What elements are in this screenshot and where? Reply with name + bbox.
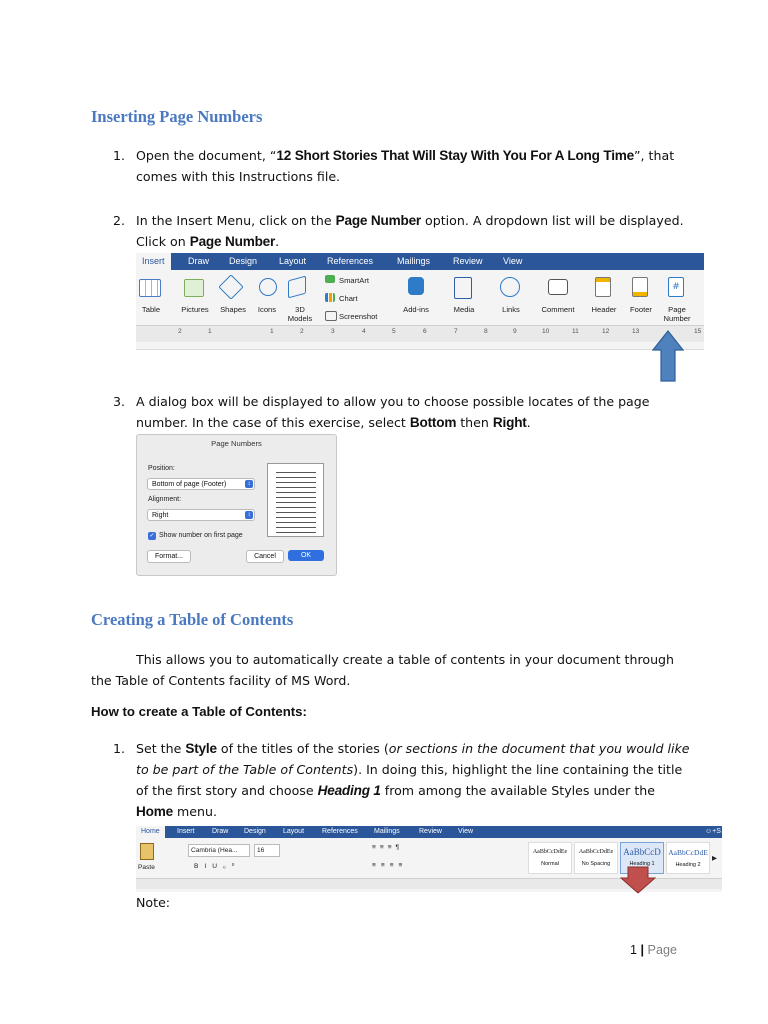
list-number: 1. [113,148,126,163]
tab-view[interactable]: View [503,256,523,266]
format-button[interactable]: Format... [147,550,191,563]
tab-insert[interactable]: Insert [136,253,171,270]
list-number: 1. [113,741,126,756]
tab-references[interactable]: References [322,828,358,835]
tab-references[interactable]: References [327,256,374,266]
chart-button[interactable]: Chart [339,294,358,303]
text: . [526,415,531,430]
style-heading-2[interactable] [666,842,710,874]
toc-subheading: How to create a Table of Contents: [91,704,307,719]
links-button[interactable]: Links [502,305,520,314]
ruler-tick: 6 [423,328,427,335]
alignment-select[interactable] [147,509,255,521]
text: comes with this Instructions file. [136,169,341,184]
table-button[interactable]: Table [141,305,161,314]
ruler-tick: 8 [484,328,488,335]
paragraph-buttons[interactable]: ≡≡≡¶ [372,844,404,851]
links-icon[interactable] [500,277,520,297]
style-no-spacing[interactable] [574,842,618,874]
style-name: No Spacing [581,861,611,867]
page-number: 1 [630,943,638,957]
shapes-icon[interactable] [218,274,243,299]
style-preview: AaBbCcDdEe [578,849,614,855]
text: option. A dropdown list will be displayed. [421,213,684,228]
text: of the titles of the stories ( [216,741,389,756]
screenshot-icon[interactable] [325,311,337,321]
bold-text: Page Number [189,234,276,249]
ruler-tick: 5 [392,328,396,335]
3d-models-button[interactable]: 3D Models [287,305,313,323]
media-icon[interactable] [454,277,472,299]
tab-review[interactable]: Review [419,828,442,835]
header-button[interactable]: Header [591,305,617,314]
screenshot-button[interactable]: Screenshot [339,312,378,321]
table-icon[interactable] [139,279,161,297]
text: from among the available Styles under the [380,783,656,798]
text: ”, that [634,148,675,163]
chevron-right-icon[interactable]: ▶ [712,855,718,862]
tab-draw[interactable]: Draw [188,256,210,266]
ribbon-tab-bar [136,826,722,838]
media-button[interactable]: Media [453,305,475,314]
document-title: 12 Short Stories That Will Stay With You For A Long Time [276,148,635,163]
toc-list-item-1 [136,738,726,822]
text: then [456,415,493,430]
add-ins-icon[interactable] [408,277,424,295]
ruler-tick: 1 [270,328,274,335]
ruler-tick: 10 [542,328,550,335]
list-number: 2. [113,213,126,228]
clipboard-icon[interactable] [140,843,154,860]
bold-text: Home [136,804,173,819]
text: the Table of Contents facility of MS Word. [91,673,351,688]
bold-italic-text: Heading 1 [317,783,381,798]
tab-design[interactable]: Design [229,256,258,266]
italic-text: to be part of the Table of Contents [136,762,354,777]
style-preview: AaBbCcDdE [668,848,708,857]
share-button[interactable]: ☺+S [705,828,721,835]
font-size-select[interactable]: 16 [254,844,280,857]
toc-intro [91,649,711,691]
add-ins-button[interactable]: Add-ins [403,305,429,314]
font-name-select[interactable]: Cambria (Hea... [188,844,250,857]
section-heading-page-numbers: Inserting Page Numbers [91,107,263,126]
ruler-tick: 12 [602,328,610,335]
pictures-icon[interactable] [184,279,204,297]
icons-button[interactable]: Icons [257,305,277,314]
page-preview [267,463,324,537]
text: Open the document, “ [136,148,277,163]
comment-icon[interactable] [548,279,568,295]
ruler [136,325,704,342]
ruler-tick: 13 [632,328,640,335]
tab-home[interactable]: Home [136,826,165,838]
position-label: Position: [148,465,175,472]
text: This allows you to automatically create a table of contents in your document through [136,652,675,667]
dialog-title: Page Numbers [211,439,262,448]
text: Set the [136,741,186,756]
tab-design[interactable]: Design [244,828,266,835]
chevron-updown-icon: ↕ [245,480,253,488]
tab-mailings[interactable]: Mailings [397,256,431,266]
alignment-label: Alignment: [148,496,182,503]
chart-icon[interactable] [325,293,335,302]
position-select[interactable] [147,478,255,490]
italic-text: or sections in the document that you would like [388,741,690,756]
text: menu. [172,804,217,819]
separator: | [640,943,645,957]
text: A dialog box will be displayed to allow you to choose possible locates of the page [136,394,650,409]
note-label: Note: [136,895,171,910]
ruler-tick: 4 [362,328,366,335]
share-label: S [716,828,721,835]
footer-icon[interactable] [632,277,648,297]
tab-mailings[interactable]: Mailings [374,828,400,835]
position-value: Bottom of page (Footer) [152,481,227,488]
alignment-buttons[interactable]: ≡≡≡≡ [372,862,408,869]
shapes-button[interactable]: Shapes [220,305,246,314]
ruler-tick: 2 [178,328,182,335]
style-normal[interactable] [528,842,572,874]
page-footer [630,943,677,957]
red-arrow-icon [620,866,656,894]
pictures-button[interactable]: Pictures [181,305,209,314]
style-name: Heading 2 [675,862,701,868]
style-preview: AaBbCcD [623,847,661,857]
style-name: Normal [541,861,559,867]
ribbon-tab-bar [136,253,704,270]
ruler-tick: 11 [572,328,579,335]
ruler-tick: 1 [208,328,212,335]
3d-models-icon[interactable] [288,276,306,299]
paste-button[interactable]: Paste [138,864,155,871]
smartart-button[interactable]: SmartArt [339,276,369,285]
footer-button[interactable]: Footer [630,305,652,314]
ok-button[interactable]: OK [288,550,324,561]
style-preview: AaBbCcDdEe [532,849,568,855]
text: In the Insert Menu, click on the [136,213,336,228]
text: . [275,234,280,249]
page-number-button[interactable]: Page Number [663,305,691,323]
show-number-label: Show number on first page [159,532,243,539]
smartart-icon[interactable] [325,275,335,283]
font-format-buttons[interactable]: BIU₀⁰ [194,863,241,870]
bold-text: Page Number [335,213,422,228]
chevron-updown-icon: ↕ [245,511,253,519]
text: number. In the case of this exercise, select [136,415,410,430]
tab-draw[interactable]: Draw [212,828,229,835]
list-number: 3. [113,394,126,409]
ruler-tick: 9 [513,328,517,335]
text: of the first story and choose [136,783,318,798]
page-number-icon[interactable]: # [668,277,684,297]
page-word: Page [647,943,677,957]
tab-review[interactable]: Review [453,256,483,266]
list-item-1 [136,145,696,187]
bold-text: Style [185,741,217,756]
bold-text: Bottom [409,415,457,430]
text: Click on [136,234,190,249]
tab-layout[interactable]: Layout [283,828,305,835]
comment-button[interactable]: Comment [541,305,575,314]
tab-layout[interactable]: Layout [279,256,307,266]
show-number-checkbox[interactable]: ✓ [149,533,155,539]
insert-ribbon-screenshot [136,253,704,350]
ruler-tick: 7 [454,328,458,335]
alignment-value: Right [152,512,169,519]
list-item-3 [136,391,716,433]
ruler-tick: 15 [694,328,702,335]
section-heading-toc: Creating a Table of Contents [91,610,294,629]
tab-view[interactable]: View [458,828,474,835]
header-icon[interactable] [595,277,611,297]
cancel-button[interactable]: Cancel [246,550,284,563]
page-numbers-dialog [136,434,337,576]
icons-icon[interactable] [259,278,277,296]
style-name: Heading 1 [629,861,655,867]
bold-text: Right [492,415,527,430]
tab-insert[interactable]: Insert [177,828,195,835]
blue-arrow-icon [652,330,684,382]
text: ). In doing this, highlight the line containing the title [353,762,683,777]
ruler-tick: 2 [300,328,304,335]
ruler-tick: 3 [331,328,335,335]
list-item-2 [136,210,716,252]
